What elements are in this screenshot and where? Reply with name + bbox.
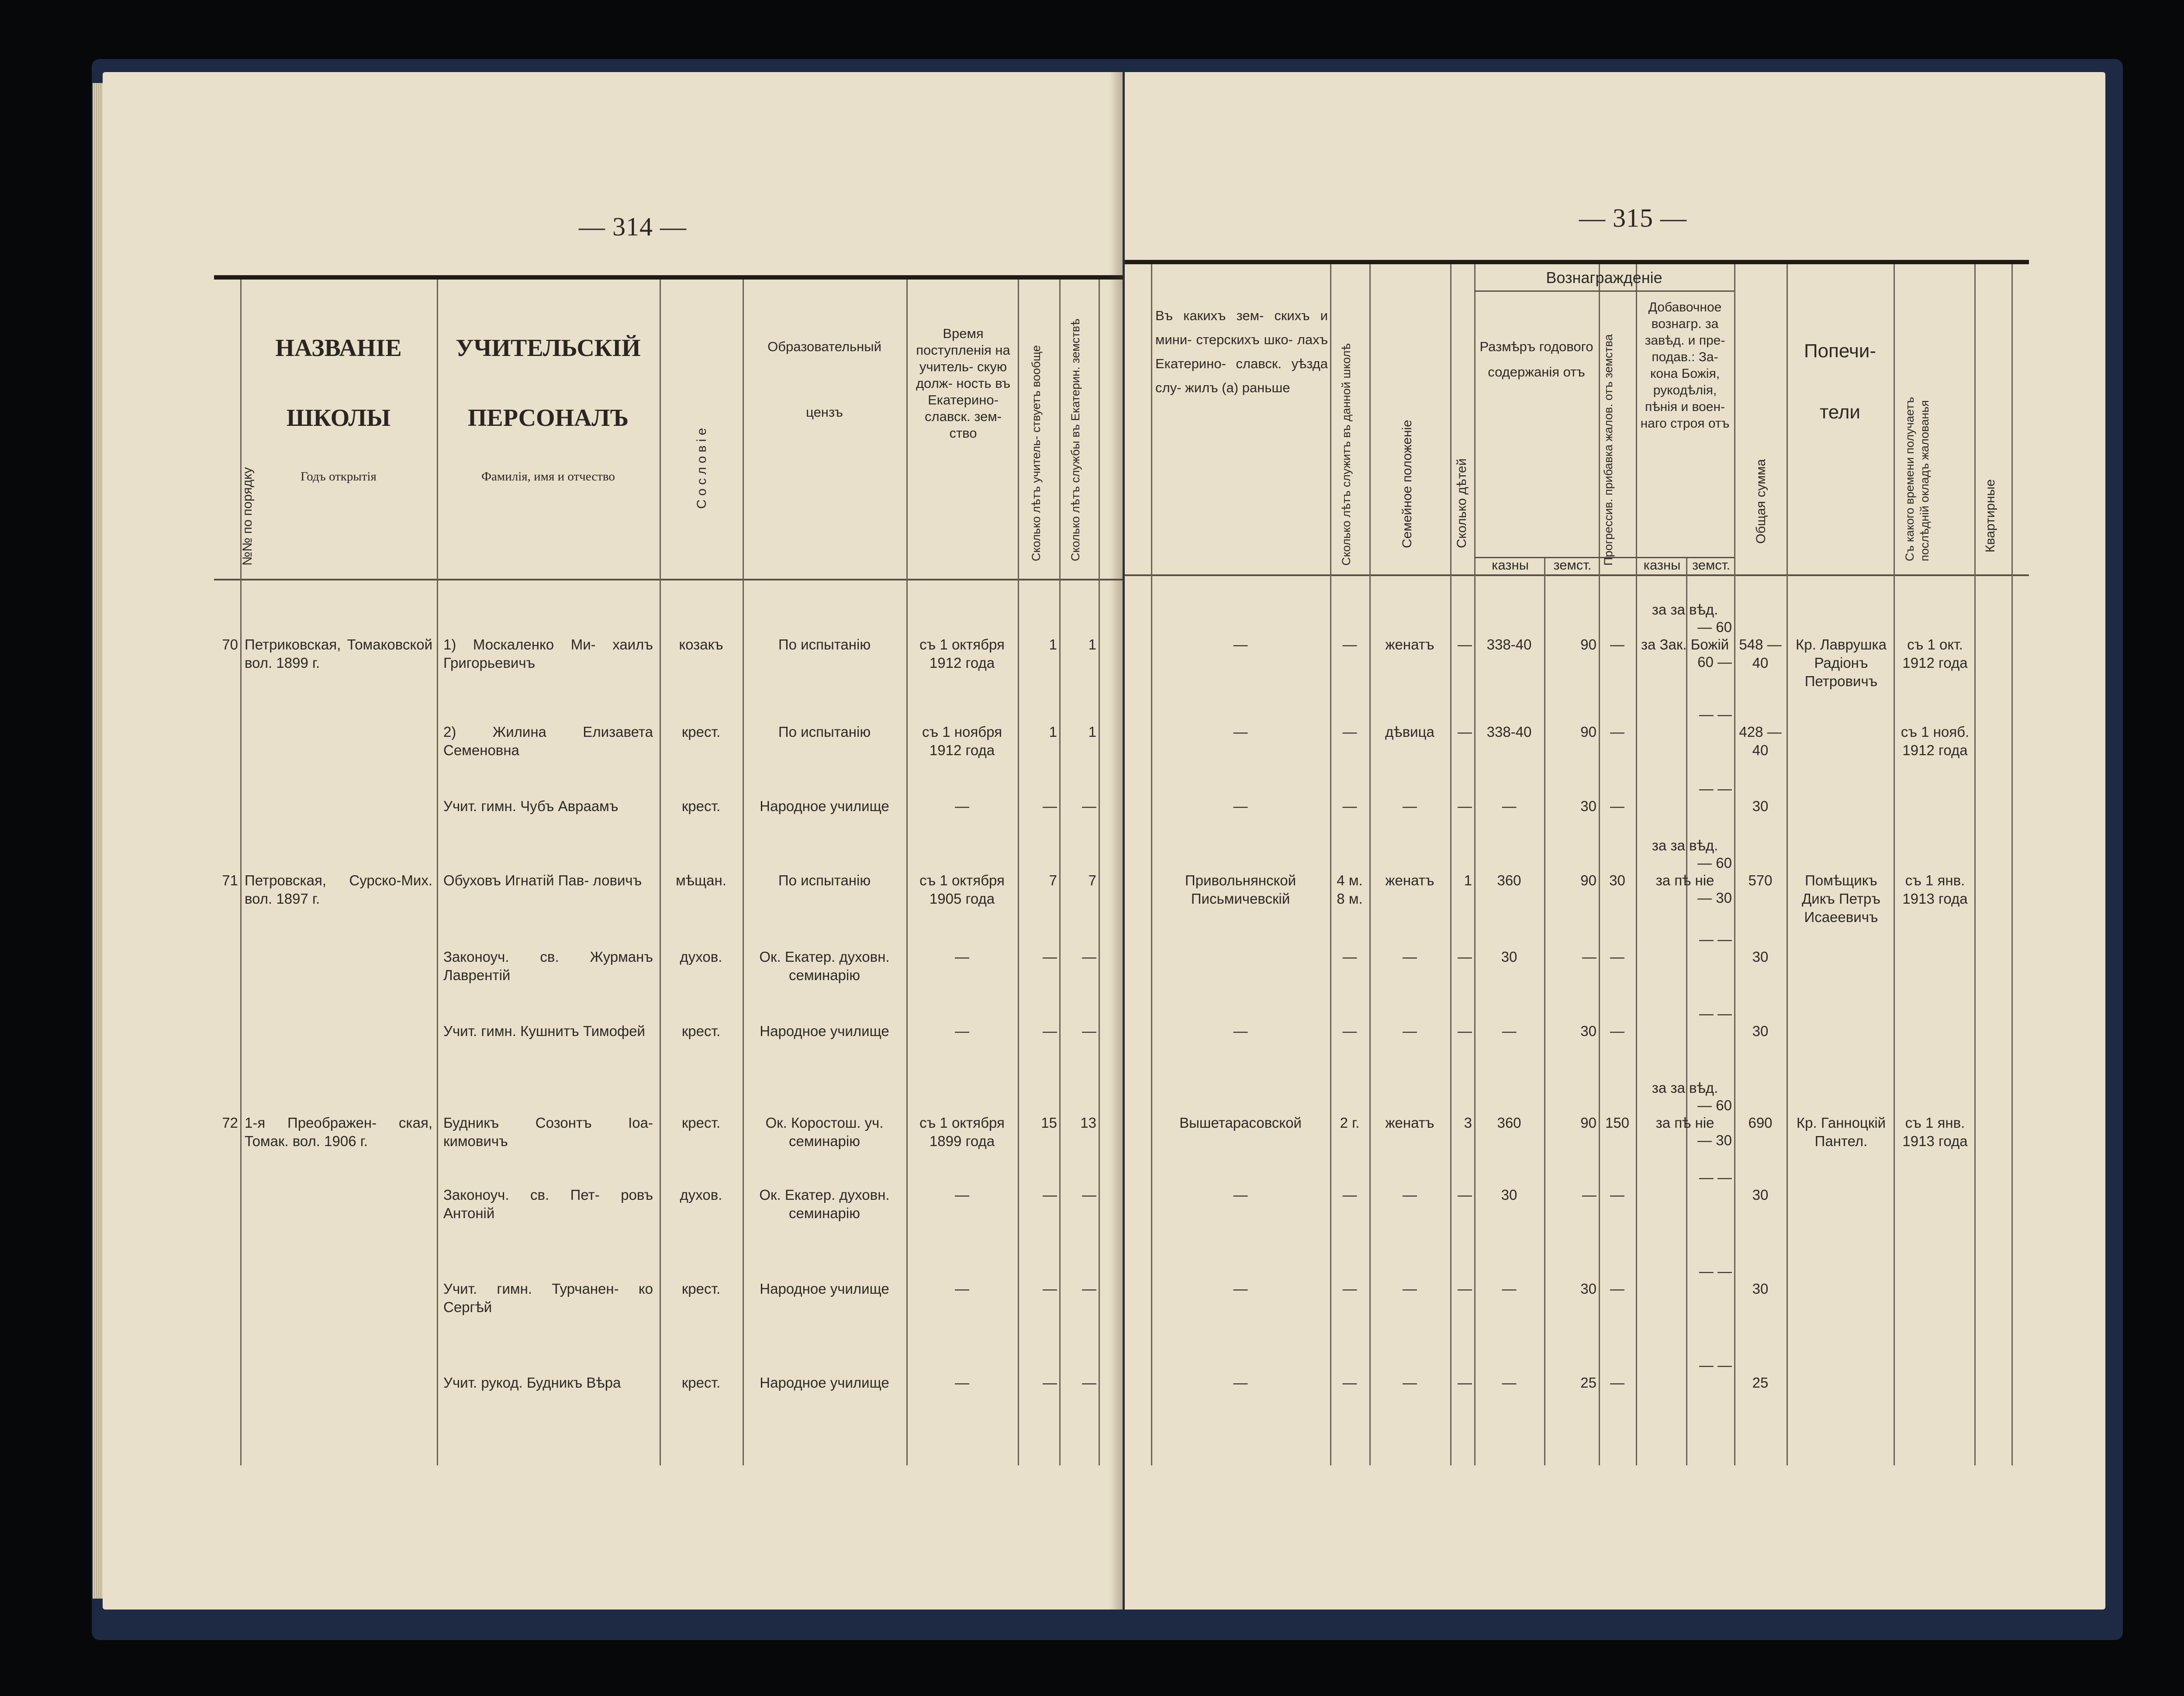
extra-a: — — [1699,1263,1732,1279]
extra-a: — — [1699,1357,1732,1373]
years-zemstvo: 1 [1088,636,1096,653]
years-here: — [1342,1023,1357,1039]
years-total: 1 [1049,636,1057,653]
header-years-zemstvo: Сколько лѣтъ службы въ Екатерин. земствѣ [1069,318,1082,561]
salary-kazny: 30 [1501,1187,1517,1203]
salary-zemst: 90 [1580,1115,1597,1131]
rule [1474,290,1734,292]
col-line [1018,280,1019,1465]
family-status: женатъ [1385,1115,1434,1131]
family-status: — [1403,1187,1417,1203]
total-sum: 548 — 40 [1739,636,1782,671]
header-staff-1: УЧИТЕЛЬСКІЙ [456,335,641,362]
start-time: — [955,949,969,965]
years-total: — [1043,1187,1057,1203]
children-count: — [1458,949,1472,965]
header-progress: Прогрессив. прибавка жалов. отъ земства [1602,334,1615,566]
total-sum: 30 [1752,1187,1769,1203]
start-time: съ 1 ноября 1912 года [922,724,1002,758]
estate: крест. [681,798,721,814]
header-housing: Квартирные [1983,479,1997,553]
years-total: — [1043,1023,1057,1039]
extra-a: — — [1699,931,1732,947]
col-line [743,280,744,1465]
children-count: — [1458,1187,1472,1203]
served-before: — [1233,1187,1248,1203]
years-total: 1 [1049,724,1057,740]
staff-name: Учит. рукод. Будникъ Вѣра [443,1375,621,1391]
staff-name: Учит. гимн. Турчанен- ко Сергѣй [443,1281,653,1315]
family-status: — [1403,1023,1417,1039]
left-page [103,72,1123,1610]
header-extra-kazny: казны [1643,557,1681,573]
children-count: — [1458,1281,1472,1297]
start-time: съ 1 октября 1912 года [919,636,1005,671]
years-zemstvo: — [1082,949,1096,965]
row-number: 72 [222,1115,238,1131]
header-time: Время поступленія на учитель- скую долж- ность въ Екатерино- славск. зем- ство [916,326,1011,441]
salary-zemst: 30 [1580,798,1597,814]
served-before: Привольнянской Письмичевскій [1185,872,1296,907]
years-total: — [1043,1375,1057,1391]
col-line [906,280,908,1465]
header-number: №№ по порядку [240,467,255,566]
total-sum: 30 [1752,1281,1769,1297]
progress-bonus: — [1610,949,1624,965]
salary-kazny: — [1502,1375,1517,1391]
children-count: — [1458,798,1472,814]
years-here: 4 м. 8 м. [1337,872,1363,907]
served-before: — [1233,1023,1248,1039]
total-sum: 30 [1752,1023,1769,1039]
staff-name: 2) Жилина Елизавета Семеновна [443,724,653,758]
total-sum: 570 [1748,872,1773,888]
header-school-1: НАЗВАНІЕ [275,335,402,362]
staff-name: Учит. гимн. Кушнитъ Тимофей [443,1023,645,1039]
school-name: 1-я Преображен- ская, Томак. вол. 1906 г. [245,1115,432,1149]
education: Народное училище [760,1375,889,1391]
education: По испытанію [778,724,871,740]
header-school-sub: Годъ открытія [301,470,377,484]
education: Народное училище [760,1023,889,1039]
served-before: — [1233,1375,1248,1391]
extra-a: — — [1699,1005,1732,1022]
col-line [1599,264,1600,1465]
salary-since: съ 1 окт. 1912 года [1902,636,1968,671]
start-time: съ 1 октября 1905 года [919,872,1005,907]
years-here: — [1342,724,1357,740]
header-education-1: Образовательный [767,339,881,354]
children-count: — [1458,1023,1472,1039]
col-line [1974,264,1976,1465]
start-time: — [955,798,969,814]
salary-zemst: — [1582,1187,1597,1203]
served-before: — [1233,636,1248,653]
progress-bonus: — [1610,1281,1624,1297]
header-school-2: ШКОЛЫ [286,404,391,432]
progress-bonus: — [1610,636,1624,653]
extra-a: — — [1699,1169,1732,1185]
total-sum: 30 [1752,798,1769,814]
trustee: Кр. Лаврушка Радіонъ Петровичъ [1796,636,1887,689]
start-time: — [955,1281,969,1297]
estate: крест. [681,1023,721,1039]
start-time: — [955,1187,969,1203]
years-zemstvo: 7 [1088,872,1096,888]
total-sum: 25 [1752,1375,1769,1391]
estate: крест. [681,1281,721,1297]
children-count: — [1458,724,1472,740]
extra-top: за за вѣд. [1652,837,1718,853]
children-count: — [1458,1375,1472,1391]
education: Народное училище [760,798,889,814]
header-salary-size: Размѣръ годового содержанія отъ [1479,339,1593,380]
col-line [1474,264,1476,1465]
staff-name: Обуховъ Игнатій Пав- ловичъ [443,872,642,888]
extra-b: за пѣ ніе [1655,872,1714,888]
estate: крест. [681,1115,721,1131]
education: Ок. Коростош. уч. семинарію [765,1115,884,1149]
header-extra-zemst: земст. [1692,557,1731,573]
header-salary-zemst: земст. [1553,557,1592,573]
extra-a: — 60 [1697,1097,1732,1113]
col-line [660,280,661,1465]
education: Ок. Екатер. духовн. семинарію [759,1187,890,1221]
start-time: — [955,1375,969,1391]
col-line [437,280,438,1465]
school-name: Петриковская, Томаковской вол. 1899 г. [245,636,432,671]
years-zemstvo: — [1082,1023,1096,1039]
salary-kazny: 360 [1497,872,1521,888]
estate: козакъ [679,636,723,653]
family-status: женатъ [1385,636,1434,653]
extra-c: — 30 [1697,890,1732,906]
salary-kazny: 338-40 [1486,636,1532,653]
family-status: женатъ [1385,872,1434,888]
col-line [1369,264,1371,1465]
header-trustees-1: Попечи- [1804,340,1876,362]
header-education-2: цензъ [806,404,843,420]
col-line [1787,264,1788,1465]
header-salary-kazny: казны [1492,557,1529,573]
start-time: — [955,1023,969,1039]
school-name: Петровская, Сурско-Мих. вол. 1897 г. [245,872,432,907]
years-zemstvo: 13 [1080,1115,1096,1131]
family-status: — [1403,1281,1417,1297]
extra-a: — 60 [1697,855,1732,871]
salary-zemst: 90 [1580,872,1597,888]
children-count: — [1458,636,1472,653]
col-line [1330,264,1331,1465]
family-status: дѣвица [1385,724,1434,740]
salary-zemst: 90 [1580,636,1597,653]
served-before: — [1233,1281,1248,1297]
salary-since: съ 1 янв. 1913 года [1902,1115,1968,1149]
education: Ок. Екатер. духовн. семинарію [759,949,890,983]
col-line [2011,264,2013,1465]
extra-top: за за вѣд. [1652,1080,1718,1096]
extra-b: за Зак. Божій [1641,636,1729,653]
staff-name: Законоуч. св. Журманъ Лаврентій [443,949,653,983]
header-total: Общая сумма [1754,459,1768,544]
col-line [1450,264,1451,1465]
progress-bonus: — [1610,724,1624,740]
header-estate: С о с л о в і е [695,428,709,509]
years-total: 15 [1041,1115,1057,1131]
years-zemstvo: — [1082,798,1096,814]
top-rule [1125,260,2029,264]
salary-zemst: — [1582,949,1597,965]
years-total: 7 [1049,872,1057,888]
header-since: Съ какого времени получаетъ послѣдній окладъ жалованья [1903,397,1931,561]
years-total: — [1043,798,1057,814]
education: По испытанію [778,872,871,888]
years-here: — [1342,636,1357,653]
family-status: — [1403,949,1417,965]
years-total: — [1043,949,1057,965]
page-number-right: — 315 — [1579,204,1687,232]
children-count: 3 [1464,1115,1472,1131]
row-number: 70 [222,636,238,653]
total-sum: 690 [1748,1115,1773,1131]
estate: духов. [680,949,722,965]
progress-bonus: — [1610,1375,1624,1391]
estate: крест. [681,1375,721,1391]
header-remuneration: Вознагражденіе [1546,269,1662,287]
progress-bonus: — [1610,1187,1624,1203]
salary-since: съ 1 янв. 1913 года [1902,872,1968,907]
salary-zemst: 30 [1580,1281,1597,1297]
estate: мѣщан. [676,872,726,888]
header-staff-sub: Фамилія, имя и отчество [481,470,615,484]
education: По испытанію [778,636,871,653]
years-zemstvo: — [1082,1375,1096,1391]
progress-bonus: 150 [1605,1115,1630,1131]
header-children: Сколько дѣтей [1455,458,1469,548]
years-zemstvo: 1 [1088,724,1096,740]
salary-kazny: 360 [1497,1115,1521,1131]
progress-bonus: 30 [1609,872,1625,888]
header-trustees-2: тели [1820,401,1860,423]
col-line [1099,280,1100,1465]
staff-name: 1) Москаленко Ми- хаилъ Григорьевичъ [443,636,653,671]
extra-a: — — [1699,781,1732,797]
col-line [240,280,242,1465]
header-family: Семейное положеніе [1400,420,1414,548]
col-line [1544,557,1545,1465]
col-line [1636,264,1637,1465]
trustee: Кр. Ганноцкій Пантел. [1796,1115,1886,1149]
family-status: — [1403,1375,1417,1391]
header-staff-2: ПЕРСОНАЛЪ [467,404,629,432]
salary-kazny: — [1502,1023,1517,1039]
salary-since: съ 1 нояб. 1912 года [1901,724,1970,758]
years-zemstvo: — [1082,1281,1096,1297]
page-number-left: — 314 — [579,212,687,241]
salary-kazny: — [1502,798,1517,814]
total-sum: 30 [1752,949,1769,965]
children-count: 1 [1464,872,1472,888]
years-zemstvo: — [1082,1187,1096,1203]
col-line [1894,264,1895,1465]
extra-c: — 30 [1697,1132,1732,1148]
progress-bonus: — [1610,798,1624,814]
years-here: — [1342,949,1357,965]
staff-name: Будникъ Созонтъ Іоа- кимовичъ [443,1115,653,1149]
progress-bonus: — [1610,1023,1624,1039]
extra-b: за пѣ ніе [1655,1115,1714,1131]
salary-zemst: 30 [1580,1023,1597,1039]
extra-a: — — [1699,706,1732,722]
top-rule [214,275,1123,280]
salary-zemst: 25 [1580,1375,1597,1391]
salary-zemst: 90 [1580,724,1597,740]
row-number: 71 [222,872,238,888]
col-line [1151,264,1152,1465]
years-here: — [1342,798,1357,814]
col-line [1059,280,1061,1465]
col-line [1734,264,1735,1465]
salary-kazny: — [1502,1281,1517,1297]
header-where-before: Въ какихъ зем- скихъ и мини- стерскихъ шко- лахъ Екатерино- славск. уѣзда слу- жилъ (а) раньше [1155,308,1328,395]
trustee: Помѣщикъ Дикъ Петръ Исаеевичъ [1801,872,1881,925]
served-before: — [1233,798,1248,814]
years-here: — [1342,1281,1357,1297]
staff-name: Учит. гимн. Чубъ Авраамъ [443,798,619,814]
start-time: съ 1 октября 1899 года [919,1115,1005,1149]
extra-a: — 60 [1697,619,1732,635]
years-here: — [1342,1187,1357,1203]
served-before: Вышетарасовской [1179,1115,1302,1131]
header-extra: Добавочное вознагр. за завѣд. и пре- подав.: За- кона Божія, рукодѣлія, пѣнія и воен- наго строя отъ [1640,300,1730,431]
estate: духов. [680,1187,722,1203]
total-sum: 428 — 40 [1739,724,1782,758]
right-page [1125,72,2105,1610]
header-years-total: Сколько лѣтъ учитель- ствуетъ вообще [1030,345,1043,561]
extra-c: 60 — [1697,654,1732,670]
staff-name: Законоуч. св. Пет- ровъ Антоній [443,1187,653,1221]
header-rule [214,579,1123,580]
estate: крест. [681,724,721,740]
education: Народное училище [760,1281,889,1297]
salary-kazny: 30 [1501,949,1517,965]
years-here: — [1342,1375,1357,1391]
years-here: 2 г. [1340,1115,1360,1131]
served-before: — [1233,724,1248,740]
salary-kazny: 338-40 [1486,724,1532,740]
family-status: — [1403,798,1417,814]
extra-top: за за вѣд. [1652,601,1718,618]
header-years-here: Сколько лѣтъ служитъ въ данной школѣ [1340,343,1353,566]
years-total: — [1043,1281,1057,1297]
